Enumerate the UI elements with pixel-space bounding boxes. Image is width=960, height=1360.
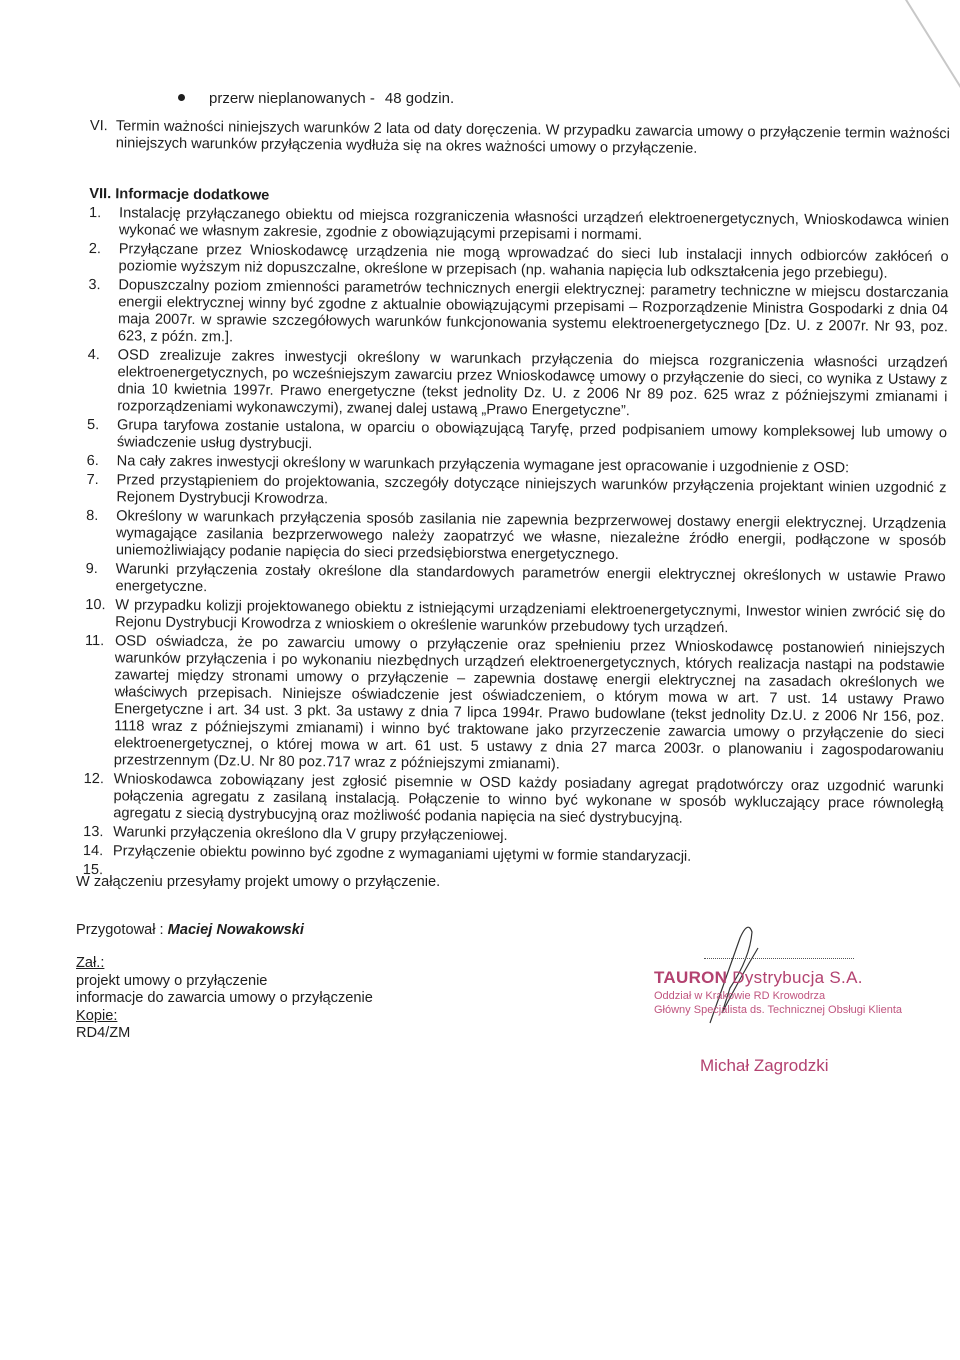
scan-edge-line bbox=[905, 0, 960, 102]
document-body bbox=[83, 118, 950, 889]
info-item-text: Dopuszczalny poziom zmienności parametrów technicznych energii elektrycznej: parametry techniczne w miejscu dostarczania energii elektrycznej winny być zgodne z aktualnie obowiązującymi przepisami – Rozporządzenie Ministra Gospodarki z dnia 04 maja 2007r. w sprawie szczegółowych warunków funkcjonowania systemu elektroenergetycznego [Dz. U. z 2007r. Nr 93, poz. 623, z późn. zm.]. bbox=[117, 277, 949, 346]
info-item bbox=[87, 347, 948, 423]
info-item bbox=[86, 472, 946, 514]
info-item-number: 10. bbox=[85, 596, 106, 614]
stamp-branch: Oddział w Krakowie RD Krowodrza bbox=[654, 990, 826, 1002]
info-item bbox=[88, 241, 948, 283]
info-item-text: Grupa taryfowa zostanie ustalona, w oparciu o obowiązującą Taryfę, przed podpisaniem umowy kompleksowej lub umowy o świadczenie usług dystrybucji. bbox=[116, 417, 948, 453]
info-item-number: 5. bbox=[86, 416, 100, 434]
prepared-by bbox=[76, 922, 304, 938]
attachments-block bbox=[76, 955, 373, 1043]
attachment-item: informacje do zawarcia umowy o przyłączenie bbox=[76, 990, 373, 1006]
info-item bbox=[85, 597, 945, 639]
signature-dotted-line bbox=[704, 958, 854, 959]
copies-value: RD4/ZM bbox=[76, 1025, 131, 1041]
info-item-number: 7. bbox=[86, 471, 99, 489]
attachment-item: projekt umowy o przyłączenie bbox=[76, 972, 268, 989]
info-item bbox=[87, 417, 947, 459]
additional-info-list bbox=[83, 205, 949, 887]
info-item-number: 14. bbox=[82, 842, 104, 860]
info-item-number: 4. bbox=[87, 346, 100, 364]
info-item-text: Przed przystąpieniem do projektowania, szczegóły dotyczące niniejszych warunków przyłączenia projektant winien uzgodnić z Rejonem Dystrybucji Krowodrza. bbox=[116, 472, 947, 508]
closing-sentence: W załączeniu przesyłamy projekt umowy o przyłączenie. bbox=[76, 874, 441, 890]
info-item-text: W przypadku kolizji projektowanego obiektu z istniejącymi urządzeniami elektroenergetycznymi, Inwestor winien zwrócić się do Rejonu Dystrybucji Krowodrza z wnioskiem o określenie warunków przebudowy tych urządzeń. bbox=[115, 597, 946, 637]
signer-name: Michał Zagrodzki bbox=[700, 1056, 829, 1075]
info-item bbox=[84, 633, 945, 777]
info-item bbox=[89, 205, 949, 247]
info-item-text: Warunki przyłączenia określono dla V grupy przyłączeniowej. bbox=[113, 824, 508, 845]
section-vi bbox=[90, 118, 950, 160]
info-item bbox=[86, 508, 946, 567]
stamp-position: Główny Specjalista ds. Technicznej Obsługi Klienta bbox=[654, 1004, 903, 1016]
bullet-value: 48 godzin. bbox=[384, 90, 455, 107]
section-vi-text: Termin ważności niniejszych warunków 2 lata od daty doręczenia. W przypadku zawarcia umowy o przyłączenie termin ważności niniejszych warunków przyłączenia wydłuża się na okres ważności umowy o przyłączenie. bbox=[115, 118, 950, 157]
info-item-text: Na cały zakres inwestycji określony w warunkach przyłączenia wymagane jest opracowanie i uzgodnienie z OSD: bbox=[116, 453, 850, 477]
info-item-number: 12. bbox=[83, 770, 105, 788]
info-item bbox=[83, 771, 943, 830]
info-item-number: 3. bbox=[88, 276, 101, 294]
info-item-text: Określony w warunkach przyłączenia sposób zasilania nie zapewnia bezprzerwowej dostawy energii elektrycznej. Urządzenia wymagające zasilania bezprzerwowego należy zaopatrzyć we własne, niezależne źródło energii, podłączone w sposób uniemożliwiający podanie napięcia do sieci przedsiębiorstwa energetycznego. bbox=[115, 508, 947, 564]
stamp-title bbox=[654, 968, 954, 988]
bullet-text: przerw nieplanowanych - bbox=[209, 90, 375, 107]
stamp-brand: TAURON bbox=[654, 968, 728, 987]
info-item-text: Instalację przyłączanego obiektu od miejsca rozgraniczenia własności urządzeń elektroenergetycznych, Wnioskodawca winien wykonać we własnym zakresie, zgodnie z obowiązującymi przepisami i normami. bbox=[118, 205, 950, 244]
bullet-dot-icon bbox=[178, 94, 185, 101]
info-item-number: 6. bbox=[86, 452, 99, 470]
section-vii-number: VII. bbox=[89, 185, 112, 203]
info-item bbox=[88, 277, 949, 353]
prepared-author: Maciej Nowakowski bbox=[167, 922, 304, 938]
prepared-label: Przygotował : bbox=[76, 922, 164, 938]
info-item-text: OSD oświadcza, że po zawarciu umowy o przyłączenie oraz spełnieniu przez Wnioskodawcę postanowień niniejszych warunków przyłączenia i po wykonaniu niezbędnych urządzeń elektroenergetycznych, których realizacja nastąpi na podstawie zawartej między stronami umowy o przyłączenie – zapewnia dostawę energii elektrycznej na zasadach określonych we właściwych przepisach. Niniejsze oświadczenie jest oświadczeniem, o którym mowa w art. 7 ust. 14 ustawy Prawo Energetyczne i art. 34 ust. 3 pkt. 3a ustawy z dnia 7 lipca 1994r. Prawo budowlane (tekst jednolity Dz.U. z 2006 Nr 156, poz. 1118 wraz z późniejszymi zmianami) i winno być traktowane jako przyrzeczenie zawarcia umowy o przyłączenie do sieci elektroenergetycznej, o której mowa w art. 61 ust. 5 ustawy z dnia 27 marca 2003r. o planowaniu i zagospodarowaniu przestrzennym (Dz.U. Nr 80 poz.717 wraz z późniejszymi zmianami). bbox=[113, 633, 946, 773]
info-item-number: 2. bbox=[88, 240, 101, 258]
info-item-number: 11. bbox=[84, 632, 105, 650]
stamp-company: Dystrybucja S.A. bbox=[732, 968, 863, 987]
info-item-text: Wnioskodawca zobowiązany jest zgłosić pisemnie w OSD każdy posiadany agregat prądotwórczy oraz uzgodnić warunki połączenia agregatu z zasilaną instalacją. Połączenie to winno być wykonane w sposób wykluczający prace równoległą agregatu z siecią dystrybucyjną oraz możliwość podania napięcia na sieć dystrybucyjną. bbox=[113, 771, 944, 827]
info-item-number: 1. bbox=[89, 204, 102, 222]
info-item-number: 15. bbox=[82, 861, 104, 879]
outage-bullet bbox=[178, 90, 454, 107]
company-stamp bbox=[654, 968, 954, 1016]
info-item-text: OSD zrealizuje zakres inwestycji określony w warunkach przyłączenia do miejsca rozgraniczenia własności urządzeń elektroenergetycznych, po wcześniejszym zawarciu przez Wnioskodawcę umowy o przyłączenie do sieci, co wynika z Ustawy z dnia 10 kwietnia 1997r. Prawo energetyczne (tekst jednolity Dz. U. z 2006 Nr 89 poz. 625 wraz z późniejszymi zmianami i rozporządzeniami wykonawczymi), zwanej dalej ustawą „Prawo Energetyczne”. bbox=[117, 347, 948, 420]
info-item-text: Przyłączenie obiektu powinno być zgodne z wymaganiami ujętymi w formie standaryzacji. bbox=[112, 843, 692, 865]
info-item bbox=[85, 561, 945, 603]
section-vi-number: VI. bbox=[89, 118, 108, 135]
info-item-number: 8. bbox=[86, 507, 99, 525]
info-item-text: Przyłączane przez Wnioskodawcę urządzenia nie mogą wprowadzać do sieci lub instalacji innych odbiorców zakłóceń o poziomie wyższym niż dopuszczalne, określone w przepisach (np. wahania napięcia lub odkształcenia jego przebiegu). bbox=[118, 241, 949, 282]
info-item-number: 13. bbox=[83, 823, 104, 841]
copies-label: Kopie: bbox=[76, 1007, 118, 1024]
attachments-label: Zał.: bbox=[76, 955, 105, 971]
info-item-number: 9. bbox=[85, 560, 98, 578]
info-item-text: Warunki przyłączenia zostały określone dla standardowych parametrów energii elektrycznej określonych w ustawie Prawo energetyczne. bbox=[115, 561, 946, 596]
section-vii-title: Informacje dodatkowe bbox=[115, 186, 270, 204]
